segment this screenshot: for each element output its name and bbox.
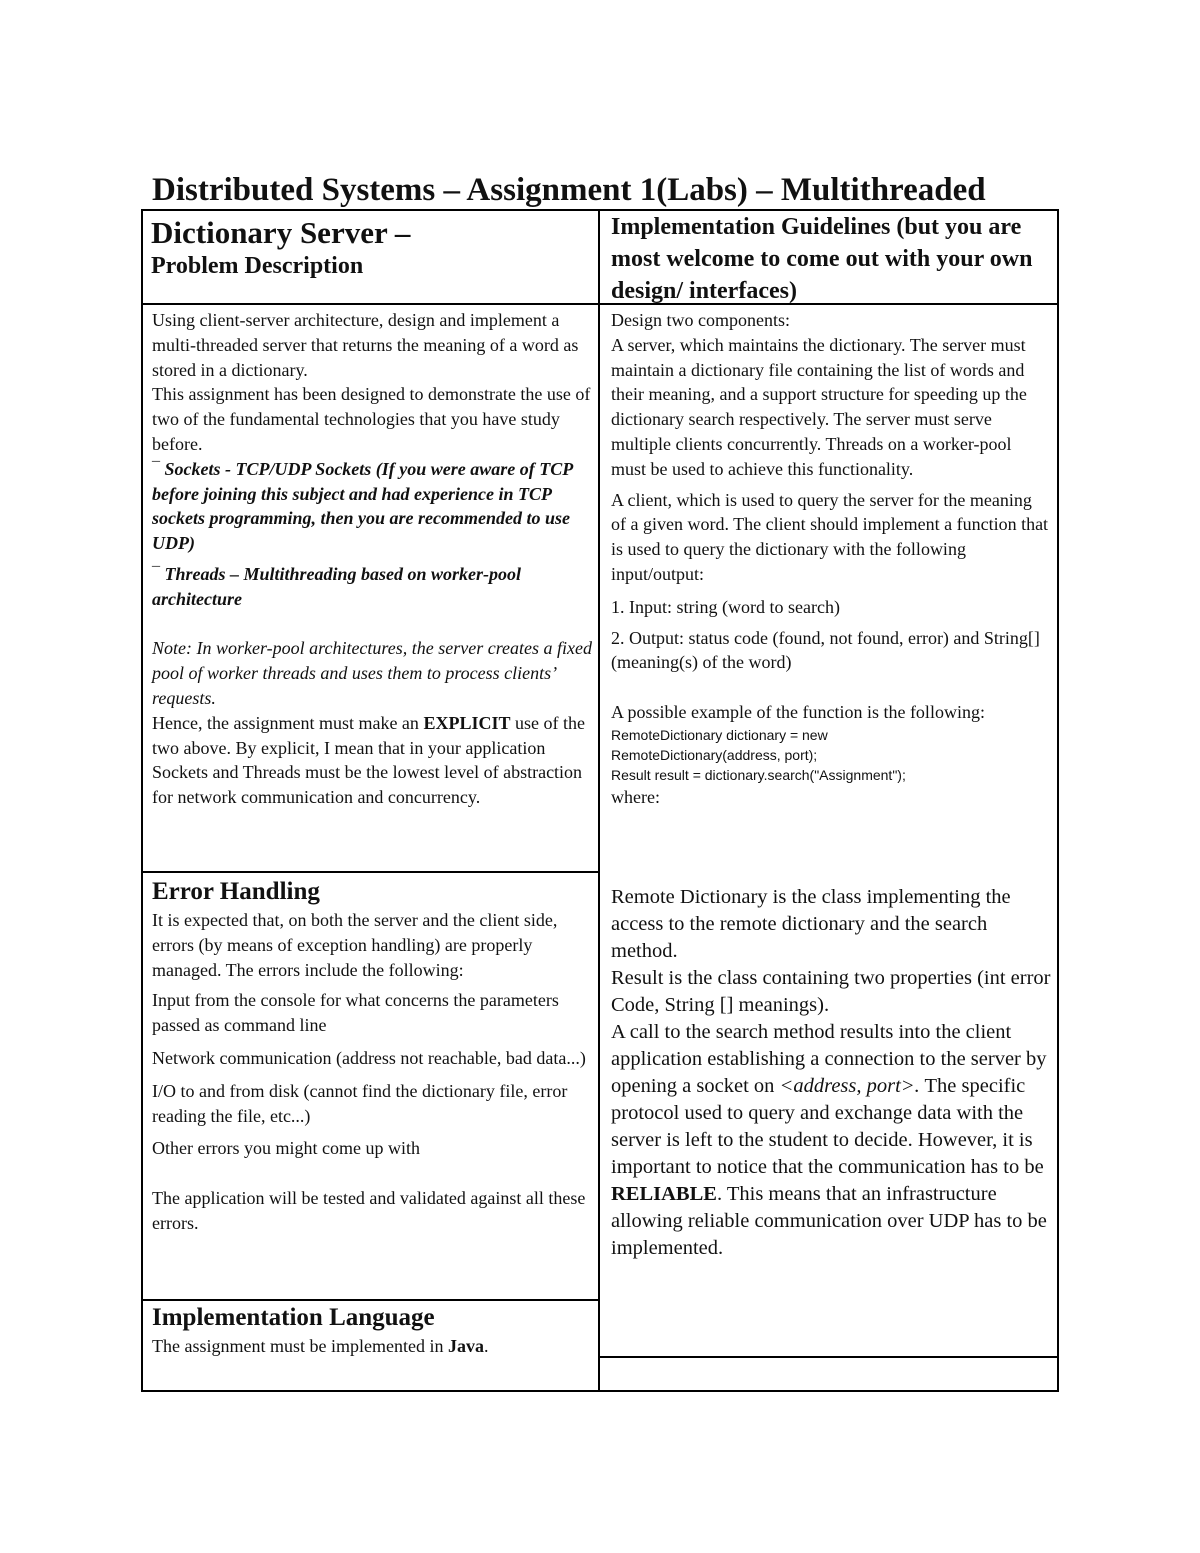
bullet-icon: ¯ (152, 564, 160, 582)
document-title: Distributed Systems – Assignment 1(Labs) – Multithreaded (152, 172, 986, 208)
left-error-rule (141, 871, 600, 873)
sockets-item (152, 457, 592, 556)
client-paragraph: A client, which is used to query the server for the meaning of a given word. The client should implement a function that is used to query the dictionary with the following input/output: (611, 489, 1049, 584)
call-text: A call to the search method results into the client application establishing a connection to the server by opening a socket on (611, 1021, 1047, 1097)
code-line: Result result = dictionary.search("Assignment"); (611, 766, 906, 783)
guidelines-body (611, 308, 1051, 810)
address-port: <address, port>. (779, 1075, 920, 1097)
error-handling-heading: Error Handling (152, 878, 320, 905)
language-section (152, 1302, 592, 1359)
section-title: Dictionary Server – (151, 215, 411, 250)
error-item: I/O to and from disk (cannot find the dictionary file, error reading the file, etc...) (152, 1080, 568, 1126)
explicit-emphasis: EXPLICIT (423, 712, 511, 733)
language-text-end: . (483, 1336, 489, 1356)
worker-pool-note: Note: In worker-pool architectures, the server creates a fixed pool of worker threads and uses them to process clients’ requests. (152, 638, 593, 708)
left-header (151, 216, 591, 281)
remote-dictionary-explanation: Remote Dictionary is the class implementing the access to the remote dictionary and the search method. (611, 886, 1011, 962)
error-closing: The application will be tested and validated against all these errors. (152, 1187, 586, 1233)
error-item: Network communication (address not reachable, bad data...) (152, 1047, 586, 1068)
call-explanation (611, 1019, 1056, 1262)
code-line: RemoteDictionary(address, port); (611, 746, 818, 763)
call-text-middle: The specific protocol used to query and exchange data with the server is left to the student to decide. However, it is important to notice that the communication has to be (611, 1075, 1044, 1178)
guidelines-header: Implementation Guidelines (but you are most welcome to come out with your own design/ interfaces) (611, 214, 1033, 304)
language-heading: Implementation Language (152, 1304, 435, 1331)
language-name: Java (447, 1336, 484, 1356)
language-text (152, 1334, 592, 1359)
language-text-start: The assignment must be implemented in (152, 1336, 448, 1356)
threads-item (152, 562, 592, 612)
explicit-text: Hence, the assignment must make an (152, 712, 424, 733)
purpose-paragraph: This assignment has been designed to demonstrate the use of two of the fundamental technologies that you have study before. (152, 384, 591, 454)
server-paragraph: A server, which maintains the dictionary. The server must maintain a dictionary file containing the list of words and their meaning, and a support structure for speeding up the dictionary search respectively. The server must serve multiple clients concurrently. Threads on a worker-pool must be used to achieve this functionality. (611, 334, 1027, 479)
bullet-icon: ¯ (152, 459, 160, 477)
reliable-emphasis: RELIABLE (611, 1183, 717, 1205)
column-divider (598, 209, 600, 1392)
explicit-text-tail: use of the two above. By explicit, I mean that in your application Sockets and Threads must be the lowest level of abstraction for network communication and concurrency. (152, 712, 585, 808)
code-line: RemoteDictionary dictionary = new (611, 726, 828, 743)
result-explanation: Result is the class containing two properties (int error Code, String [] meanings). (611, 967, 1051, 1016)
error-handling-section (152, 876, 592, 1236)
section-subtitle: Problem Description (151, 253, 364, 279)
input-spec: 1. Input: string (word to search) (611, 596, 840, 617)
design-intro: Design two components: (611, 310, 790, 330)
sockets-text: Sockets - TCP/UDP Sockets (If you were aware of TCP before joining this subject and had experience in TCP sockets programming, then you are recommended to use UDP) (152, 458, 573, 554)
explanation-block (611, 884, 1056, 1262)
where-label: where: (611, 786, 660, 807)
example-intro: A possible example of the function is the following: (611, 701, 985, 722)
output-spec: 2. Output: status code (found, not found, error) and String[] (meaning(s) of the word) (611, 627, 1040, 673)
explicit-paragraph (152, 711, 592, 810)
error-intro: It is expected that, on both the server and the client side, errors (by means of exception handling) are properly managed. The errors include the following: (152, 910, 558, 980)
right-bottom-rule (598, 1356, 1059, 1358)
problem-paragraph: Using client-server architecture, design and implement a multi-threaded server that returns the meaning of a word as stored in a dictionary. (152, 310, 579, 380)
call-text-end: . This means that an infrastructure allowing reliable communication over UDP has to be implemented. (611, 1183, 1047, 1259)
left-language-rule (141, 1299, 600, 1301)
error-item: Other errors you might come up with (152, 1138, 420, 1159)
error-item: Input from the console for what concerns the parameters passed as command line (152, 990, 559, 1036)
problem-description (152, 308, 592, 810)
threads-text: Threads – Multithreading based on worker-pool architecture (152, 563, 522, 609)
